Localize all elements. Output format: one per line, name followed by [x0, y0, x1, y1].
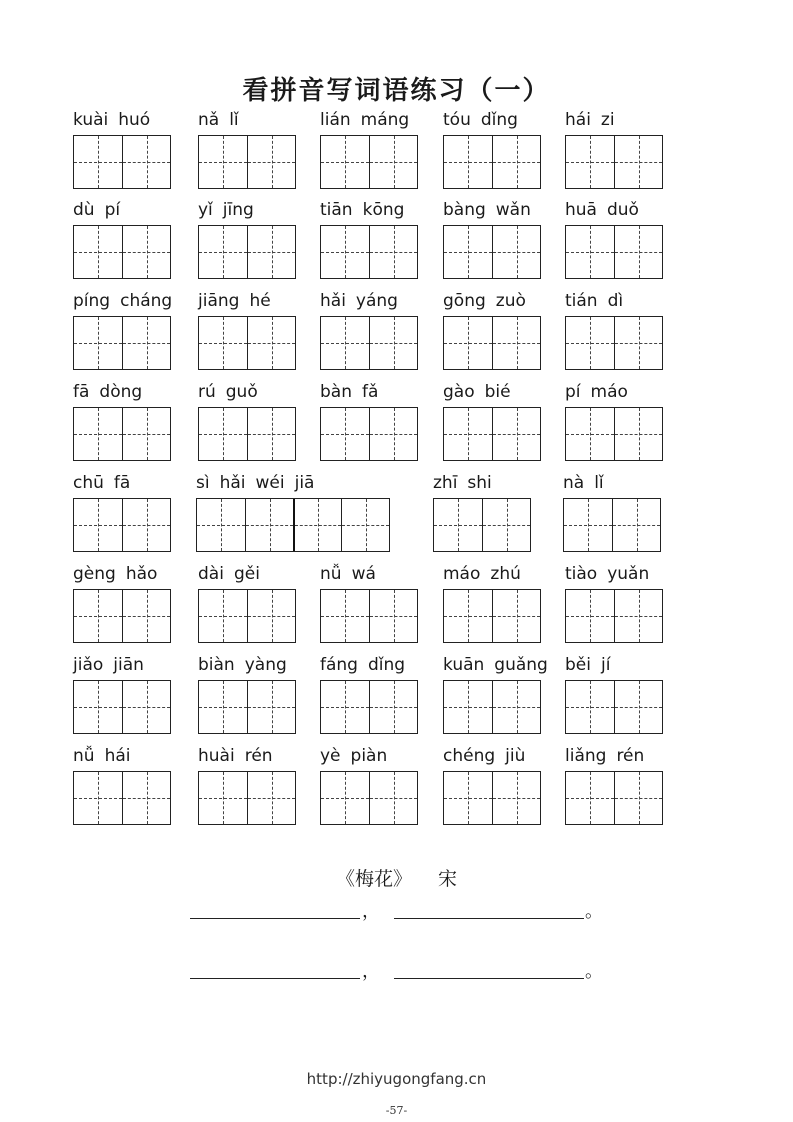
tianzige-cell[interactable]	[197, 499, 245, 551]
tianzige-cell[interactable]	[74, 136, 122, 188]
pinyin	[565, 382, 638, 402]
writing-grid	[320, 407, 418, 461]
tianzige-cell[interactable]	[369, 590, 417, 642]
writing-grid	[198, 771, 296, 825]
writing-grid	[73, 407, 171, 461]
pinyin	[320, 655, 415, 675]
pinyin-syllable: máo	[590, 382, 628, 402]
pinyin-syllable: nǚ	[73, 746, 95, 766]
poem-line-2	[190, 953, 610, 983]
pinyin	[320, 382, 388, 402]
pinyin-syllable: bàng	[443, 200, 486, 220]
pinyin-syllable: píng	[73, 291, 111, 311]
pinyin	[565, 110, 625, 130]
pinyin	[198, 291, 281, 311]
tianzige-cell[interactable]	[614, 772, 662, 824]
pinyin	[320, 291, 408, 311]
pinyin	[443, 382, 521, 402]
pinyin-syllable: yǐ	[198, 200, 213, 220]
writing-grid	[565, 771, 663, 825]
tianzige-cell[interactable]	[321, 681, 369, 733]
pinyin	[198, 564, 270, 584]
tianzige-cell[interactable]	[321, 772, 369, 824]
pinyin-syllable: kuài	[73, 110, 109, 130]
tianzige-cell[interactable]	[444, 590, 492, 642]
pinyin	[198, 200, 264, 220]
pinyin-syllable: jiǎo	[73, 655, 104, 675]
poem-blank[interactable]	[190, 978, 360, 979]
pinyin-syllable: gěi	[233, 564, 260, 584]
tianzige-cell[interactable]	[566, 772, 614, 824]
pinyin-syllable: yàng	[244, 655, 287, 675]
exercise-row	[0, 382, 793, 462]
pinyin	[73, 110, 160, 130]
pinyin-syllable: dǐng	[367, 655, 406, 675]
pinyin-syllable: jiù	[505, 746, 526, 766]
poem-blank[interactable]	[394, 918, 584, 919]
tianzige-cell[interactable]	[564, 499, 612, 551]
pinyin-syllable: tiān	[320, 200, 353, 220]
pinyin-syllable: chéng	[443, 746, 496, 766]
pinyin-syllable: rén	[616, 746, 645, 766]
writing-grid	[320, 589, 418, 643]
tianzige-cell[interactable]	[122, 772, 170, 824]
pinyin-syllable: nà	[563, 473, 585, 493]
pinyin-syllable: zhú	[490, 564, 521, 584]
pinyin	[565, 200, 649, 220]
pinyin	[73, 564, 167, 584]
tianzige-cell[interactable]	[492, 681, 540, 733]
pinyin-syllable: jīng	[222, 200, 254, 220]
tianzige-cell[interactable]	[614, 317, 662, 369]
pinyin	[443, 655, 558, 675]
pinyin	[73, 291, 182, 311]
pinyin	[73, 200, 130, 220]
tianzige-cell[interactable]	[482, 499, 530, 551]
tianzige-cell[interactable]	[122, 136, 170, 188]
tianzige-cell[interactable]	[492, 772, 540, 824]
pinyin-syllable: máo	[443, 564, 481, 584]
pinyin-syllable: hé	[249, 291, 271, 311]
tianzige-cell[interactable]	[74, 226, 122, 278]
pinyin-syllable: hǎo	[125, 564, 158, 584]
pinyin-syllable: dǐng	[480, 110, 518, 130]
pinyin-syllable: rú	[198, 382, 216, 402]
pinyin-syllable: rén	[244, 746, 273, 766]
writing-grid	[320, 680, 418, 734]
pinyin	[443, 564, 531, 584]
pinyin-syllable: huài	[198, 746, 235, 766]
pinyin-syllable: dài	[198, 564, 224, 584]
writing-grid	[73, 316, 171, 370]
tianzige-cell[interactable]	[444, 772, 492, 824]
pinyin	[198, 110, 249, 130]
pinyin-syllable: yáng	[355, 291, 398, 311]
writing-grid	[320, 135, 418, 189]
writing-grid	[73, 135, 171, 189]
pinyin-syllable: zhī	[433, 473, 458, 493]
pinyin-syllable: fǎ	[361, 382, 379, 402]
tianzige-cell[interactable]	[492, 136, 540, 188]
tianzige-cell[interactable]	[74, 499, 122, 551]
writing-grid	[73, 589, 171, 643]
comma: ，	[362, 961, 380, 982]
tianzige-cell[interactable]	[369, 408, 417, 460]
writing-grid	[198, 225, 296, 279]
pinyin-syllable: guǎng	[494, 655, 548, 675]
pinyin	[320, 564, 386, 584]
poem-author: 宋	[438, 868, 458, 890]
tianzige-cell[interactable]	[444, 681, 492, 733]
pinyin	[565, 655, 620, 675]
page-title: 看拼音写词语练习（一）	[242, 76, 551, 106]
writing-grid	[443, 225, 541, 279]
pinyin-syllable: jiā	[294, 473, 315, 493]
exercise-row	[0, 746, 793, 826]
tianzige-cell[interactable]	[444, 317, 492, 369]
writing-grid	[565, 316, 663, 370]
pinyin-syllable: bié	[484, 382, 511, 402]
writing-grid	[320, 316, 418, 370]
pinyin-syllable: pí	[104, 200, 121, 220]
tianzige-cell[interactable]	[199, 681, 247, 733]
tianzige-cell[interactable]	[614, 226, 662, 278]
tianzige-cell[interactable]	[566, 408, 614, 460]
pinyin	[320, 746, 397, 766]
poem-blank[interactable]	[190, 918, 360, 919]
exercise-row	[0, 110, 793, 190]
writing-grid	[198, 135, 296, 189]
pinyin	[198, 746, 283, 766]
tianzige-cell[interactable]	[369, 772, 417, 824]
pinyin-syllable: hǎi	[219, 473, 246, 493]
tianzige-cell[interactable]	[122, 499, 170, 551]
writing-grid	[73, 225, 171, 279]
pinyin-syllable: lǐ	[594, 473, 604, 493]
writing-grid	[443, 680, 541, 734]
tianzige-cell[interactable]	[612, 499, 660, 551]
pinyin-syllable: yuǎn	[607, 564, 650, 584]
pinyin-syllable: lǐ	[229, 110, 239, 130]
writing-grid	[320, 771, 418, 825]
pinyin-syllable: wá	[351, 564, 376, 584]
pinyin-syllable: yè	[320, 746, 341, 766]
tianzige-cell[interactable]	[122, 681, 170, 733]
pinyin-syllable: chū	[73, 473, 104, 493]
pinyin	[196, 473, 324, 493]
tianzige-cell[interactable]	[492, 317, 540, 369]
tianzige-cell[interactable]	[122, 590, 170, 642]
tianzige-cell[interactable]	[247, 772, 295, 824]
pinyin	[443, 746, 535, 766]
tianzige-cell[interactable]	[444, 136, 492, 188]
writing-grid	[565, 680, 663, 734]
tianzige-cell[interactable]	[566, 136, 614, 188]
pinyin	[433, 473, 502, 493]
writing-grid	[320, 225, 418, 279]
tianzige-cell[interactable]	[74, 317, 122, 369]
tianzige-cell[interactable]	[369, 136, 417, 188]
pinyin	[443, 291, 536, 311]
tianzige-cell[interactable]	[74, 681, 122, 733]
pinyin-syllable: gào	[443, 382, 475, 402]
tianzige-cell[interactable]	[566, 681, 614, 733]
pinyin-syllable: guǒ	[225, 382, 258, 402]
poem-blank[interactable]	[394, 978, 584, 979]
exercise-row	[0, 291, 793, 371]
tianzige-cell[interactable]	[199, 408, 247, 460]
tianzige-cell[interactable]	[321, 317, 369, 369]
pinyin-syllable: liǎng	[565, 746, 607, 766]
tianzige-cell[interactable]	[247, 681, 295, 733]
exercise-row	[0, 200, 793, 280]
period: 。	[585, 901, 603, 922]
pinyin-syllable: shi	[467, 473, 492, 493]
exercise-row	[0, 473, 793, 553]
pinyin-syllable: fáng	[320, 655, 358, 675]
pinyin-syllable: nǚ	[320, 564, 342, 584]
writing-grid	[73, 498, 171, 552]
pinyin-syllable: tóu	[443, 110, 471, 130]
pinyin-syllable: zuò	[495, 291, 526, 311]
tianzige-cell[interactable]	[614, 681, 662, 733]
pinyin	[565, 291, 633, 311]
tianzige-cell[interactable]	[321, 408, 369, 460]
pinyin-syllable: lián	[320, 110, 351, 130]
tianzige-cell[interactable]	[369, 226, 417, 278]
page-number: -57-	[385, 1104, 408, 1117]
tianzige-cell[interactable]	[566, 317, 614, 369]
pinyin	[73, 473, 140, 493]
pinyin-syllable: wéi	[255, 473, 285, 493]
tianzige-cell[interactable]	[321, 136, 369, 188]
writing-grid	[443, 407, 541, 461]
pinyin-syllable: bàn	[320, 382, 352, 402]
writing-grid	[443, 771, 541, 825]
pinyin	[198, 655, 297, 675]
pinyin-syllable: dòng	[99, 382, 143, 402]
writing-grid	[443, 316, 541, 370]
pinyin-syllable: hái	[104, 746, 131, 766]
tianzige-cell[interactable]	[199, 590, 247, 642]
pinyin-syllable: dì	[607, 291, 624, 311]
writing-grid	[565, 225, 663, 279]
pinyin-syllable: pí	[565, 382, 581, 402]
pinyin-syllable: nǎ	[198, 110, 220, 130]
pinyin	[443, 200, 541, 220]
poem-title: 《梅花》	[335, 868, 412, 890]
writing-grid	[443, 589, 541, 643]
tianzige-cell[interactable]	[321, 590, 369, 642]
tianzige-cell[interactable]	[321, 226, 369, 278]
tianzige-cell[interactable]	[245, 499, 293, 551]
pinyin-syllable: wǎn	[495, 200, 531, 220]
writing-grid	[198, 589, 296, 643]
pinyin-syllable: jiān	[113, 655, 144, 675]
pinyin-syllable: zi	[600, 110, 615, 130]
tianzige-cell[interactable]	[492, 226, 540, 278]
pinyin-syllable: fā	[73, 382, 90, 402]
tianzige-cell[interactable]	[341, 499, 389, 551]
tianzige-cell[interactable]	[247, 226, 295, 278]
tianzige-cell[interactable]	[434, 499, 482, 551]
tianzige-cell[interactable]	[199, 226, 247, 278]
pinyin	[320, 110, 419, 130]
tianzige-cell[interactable]	[199, 772, 247, 824]
pinyin-syllable: hǎi	[320, 291, 346, 311]
writing-grid	[565, 135, 663, 189]
tianzige-cell[interactable]	[492, 408, 540, 460]
pinyin	[198, 382, 268, 402]
pinyin-syllable: biàn	[198, 655, 235, 675]
tianzige-cell[interactable]	[247, 590, 295, 642]
tianzige-cell[interactable]	[293, 499, 341, 551]
pinyin-syllable: kōng	[362, 200, 405, 220]
pinyin-syllable: cháng	[120, 291, 173, 311]
pinyin-syllable: piàn	[350, 746, 388, 766]
tianzige-cell[interactable]	[444, 408, 492, 460]
pinyin-syllable: huó	[118, 110, 151, 130]
pinyin	[73, 382, 152, 402]
comma: ，	[362, 901, 380, 922]
exercise-row	[0, 564, 793, 644]
tianzige-cell[interactable]	[247, 317, 295, 369]
pinyin-syllable: hái	[565, 110, 591, 130]
pinyin	[565, 564, 659, 584]
pinyin-syllable: máng	[360, 110, 410, 130]
writing-grid	[73, 771, 171, 825]
pinyin-syllable: fā	[113, 473, 131, 493]
pinyin	[563, 473, 614, 493]
writing-grid	[443, 135, 541, 189]
pinyin-syllable: sì	[196, 473, 210, 493]
pinyin-syllable: jiāng	[198, 291, 240, 311]
tianzige-cell[interactable]	[74, 408, 122, 460]
pinyin-syllable: tiào	[565, 564, 598, 584]
tianzige-cell[interactable]	[369, 317, 417, 369]
pinyin-syllable: jí	[600, 655, 611, 675]
tianzige-cell[interactable]	[122, 317, 170, 369]
tianzige-cell[interactable]	[566, 226, 614, 278]
tianzige-cell[interactable]	[492, 590, 540, 642]
pinyin-syllable: duǒ	[606, 200, 639, 220]
tianzige-cell[interactable]	[122, 408, 170, 460]
pinyin-syllable: tián	[565, 291, 598, 311]
writing-grid	[196, 498, 390, 552]
period: 。	[585, 961, 603, 982]
pinyin-syllable: huā	[565, 200, 597, 220]
writing-grid	[563, 498, 661, 552]
pinyin	[320, 200, 414, 220]
pinyin-syllable: běi	[565, 655, 591, 675]
pinyin	[73, 655, 154, 675]
pinyin	[443, 110, 528, 130]
writing-grid	[433, 498, 531, 552]
tianzige-cell[interactable]	[122, 226, 170, 278]
pinyin-syllable: gōng	[443, 291, 486, 311]
pinyin	[565, 746, 654, 766]
tianzige-cell[interactable]	[566, 590, 614, 642]
tianzige-cell[interactable]	[247, 408, 295, 460]
tianzige-cell[interactable]	[614, 590, 662, 642]
tianzige-cell[interactable]	[614, 408, 662, 460]
tianzige-cell[interactable]	[247, 136, 295, 188]
writing-grid	[198, 316, 296, 370]
writing-grid	[565, 589, 663, 643]
tianzige-cell[interactable]	[74, 590, 122, 642]
tianzige-cell[interactable]	[369, 681, 417, 733]
pinyin-syllable: kuān	[443, 655, 485, 675]
writing-grid	[73, 680, 171, 734]
tianzige-cell[interactable]	[74, 772, 122, 824]
pinyin-syllable: gèng	[73, 564, 116, 584]
poem-heading	[0, 864, 793, 891]
tianzige-cell[interactable]	[614, 136, 662, 188]
writing-grid	[198, 680, 296, 734]
writing-grid	[198, 407, 296, 461]
writing-grid	[565, 407, 663, 461]
tianzige-cell[interactable]	[199, 136, 247, 188]
footer-url: http://zhiyugongfang.cn	[306, 1070, 487, 1088]
tianzige-cell[interactable]	[199, 317, 247, 369]
pinyin	[73, 746, 140, 766]
tianzige-cell[interactable]	[444, 226, 492, 278]
pinyin-syllable: dù	[73, 200, 95, 220]
poem-line-1	[190, 893, 610, 923]
exercise-row	[0, 655, 793, 735]
